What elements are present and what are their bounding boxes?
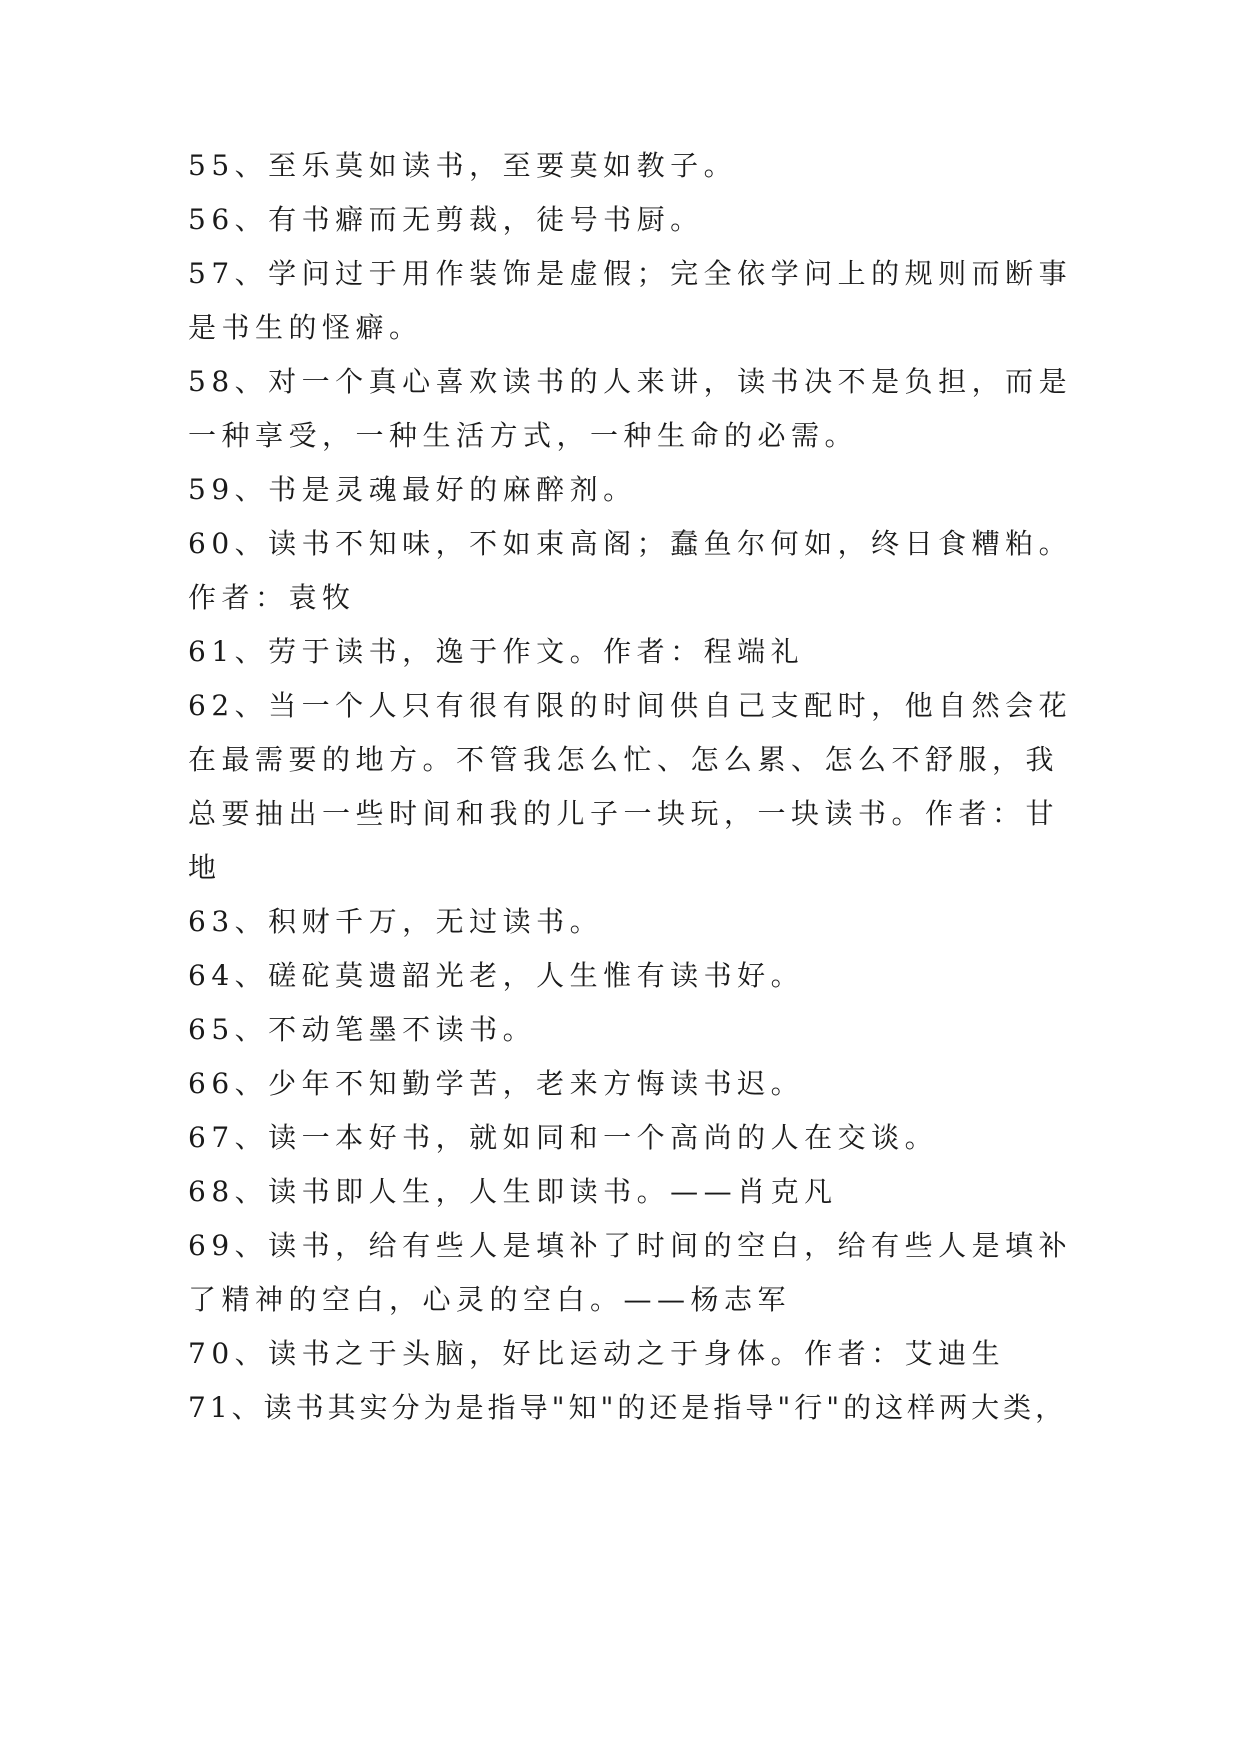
text-line: 61、劳于读书，逸于作文。作者：程端礼 xyxy=(188,635,805,668)
text-line: 60、读书不知味，不如束高阁；蠢鱼尔何如，终日食糟粕。 xyxy=(188,527,1073,560)
text-line: 地 xyxy=(188,851,222,884)
text-line: 57、学问过于用作装饰是虚假；完全依学问上的规则而断事 xyxy=(188,257,1073,290)
text-line: 70、读书之于头脑，好比运动之于身体。作者：艾迪生 xyxy=(188,1337,1006,1370)
text-line: 64、磋砣莫遗韶光老，人生惟有读书好。 xyxy=(188,959,805,992)
text-line: 69、读书，给有些人是填补了时间的空白，给有些人是填补 xyxy=(188,1229,1073,1262)
text-line: 作者：袁牧 xyxy=(188,581,356,614)
text-line: 62、当一个人只有很有限的时间供自己支配时，他自然会花 xyxy=(188,689,1073,722)
text-line: 63、积财千万，无过读书。 xyxy=(188,905,604,938)
text-line: 在最需要的地方。不管我怎么忙、怎么累、怎么不舒服，我 xyxy=(188,743,1060,776)
text-line: 66、少年不知勤学苦，老来方悔读书迟。 xyxy=(188,1067,805,1100)
text-line: 59、书是灵魂最好的麻醉剂。 xyxy=(188,473,637,506)
text-line: 65、不动笔墨不读书。 xyxy=(188,1013,537,1046)
text-line: 55、至乐莫如读书，至要莫如教子。 xyxy=(188,149,738,182)
text-line: 是书生的怪癖。 xyxy=(188,311,423,344)
text-line: 71、读书其实分为是指导"知"的还是指导"行"的这样两大类， xyxy=(188,1391,1068,1424)
text-line: 67、读一本好书，就如同和一个高尚的人在交谈。 xyxy=(188,1121,939,1154)
text-line: 总要抽出一些时间和我的儿子一块玩，一块读书。作者：甘 xyxy=(188,797,1060,830)
text-line: 了精神的空白，心灵的空白。——杨志军 xyxy=(188,1283,792,1316)
text-line: 一种享受，一种生活方式，一种生命的必需。 xyxy=(188,419,859,452)
text-line: 68、读书即人生，人生即读书。——肖克凡 xyxy=(188,1175,838,1208)
text-line: 56、有书癖而无剪裁，徒号书厨。 xyxy=(188,203,704,236)
text-line: 58、对一个真心喜欢读书的人来讲，读书决不是负担，而是 xyxy=(188,365,1073,398)
